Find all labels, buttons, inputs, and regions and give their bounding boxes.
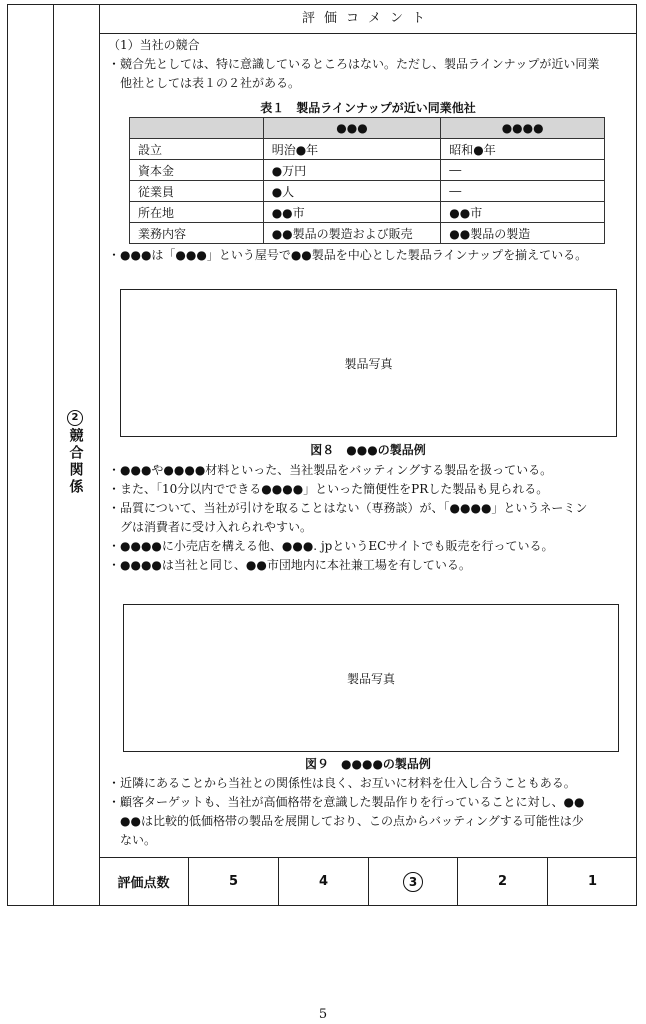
photo-label: 製品写真	[344, 356, 393, 371]
score-option	[457, 857, 547, 906]
bullet-text: ない。	[120, 833, 157, 847]
bullet-text: ●●●●に小売店を構える他、●●●. jpというECサイトでも販売を行っている。	[120, 539, 554, 553]
table-cell: ●●製品の製造	[441, 223, 605, 244]
score-value: 1	[587, 874, 598, 889]
table-cell: ●●製品の製造および販売	[263, 223, 441, 244]
list-item: ・ 近隣にあることから当社との関係性は良く、お互いに材料を仕入し合うこともある。	[108, 774, 632, 793]
list-item: ・ 競合先としては、特に意識しているところはない。ただし、製品ラインナップが近い同業 他社としては表１の２社がある。	[108, 57, 600, 90]
table-cell: 従業員	[130, 181, 264, 202]
bullet-text: ●●は比較的低価格帯の製品を展開しており、この点からバッティングする可能性は少	[120, 814, 584, 828]
table-cell: 所在地	[130, 202, 264, 223]
table-row	[130, 202, 605, 223]
table-header	[130, 118, 264, 139]
table-header: ●●●	[263, 118, 441, 139]
score-option-selected	[368, 857, 457, 906]
table-cell: ●万円	[263, 160, 441, 181]
bullet-text: 顧客ターゲットも、当社が高価格帯を意識した製品作りを行っていることに対し、●●	[120, 795, 585, 809]
figure-caption: 図９ ●●●●の製品例	[305, 757, 431, 771]
bullet-text: ●●●は「●●●」という屋号で●●製品を中心とした製品ラインナップを揃えている。	[120, 248, 588, 262]
table-cell: 設立	[130, 139, 264, 160]
table-cell: 明治●年	[263, 139, 441, 160]
table-row	[130, 160, 605, 181]
list-item: ・ ●●●は「●●●」という屋号で●●製品を中心とした製品ラインナップを揃えている。	[108, 246, 632, 265]
table-cell: ―	[441, 181, 605, 202]
bullet-text: また、「10分以内でできる●●●●」といった簡便性をPRした製品も見られる。	[120, 482, 549, 496]
table-row	[130, 181, 605, 202]
score-row	[99, 857, 637, 906]
bullet-list	[108, 461, 632, 575]
competitor-table	[129, 117, 605, 244]
table-cell: 業務内容	[130, 223, 264, 244]
bullet-text: 他社としては表１の２社がある。	[120, 76, 301, 90]
score-value: 5	[228, 874, 239, 889]
list-item: ・ 品質について、当社が引けを取ることはない（専務談）が、「●●●●」というネーミン グは消費者に受け入れられやすい。	[108, 501, 588, 534]
list-item: ・ ●●●●は当社と同じ、●●市団地内に本社兼工場を有している。	[108, 556, 632, 575]
score-value: 4	[318, 874, 329, 889]
table-cell: 資本金	[130, 160, 264, 181]
score-option	[188, 857, 278, 906]
table-caption: 表１ 製品ラインナップが近い同業他社	[260, 101, 476, 115]
bullet-text: 近隣にあることから当社との関係性は良く、お互いに材料を仕入し合うこともある。	[120, 776, 576, 790]
score-option	[278, 857, 368, 906]
table-cell: ●●市	[441, 202, 605, 223]
list-item: ・ 顧客ターゲットも、当社が高価格帯を意識した製品作りを行っていることに対し、●● ●●は比較的低価格帯の製品を展開しており、この点からバッティングする可能性は少 ない。	[108, 795, 585, 847]
bullet-text: 品質について、当社が引けを取ることはない（専務談）が、「●●●●」というネーミン	[120, 501, 588, 515]
table-header-row	[130, 118, 605, 139]
bullet-list	[108, 774, 632, 850]
table-cell: ●●市	[263, 202, 441, 223]
section-label-text: 競合関係	[67, 428, 84, 496]
list-item: ・ また、「10分以内でできる●●●●」といった簡便性をPRした製品も見られる。	[108, 480, 632, 499]
product-photo-placeholder	[123, 604, 619, 752]
score-label: 評価点数	[117, 876, 170, 891]
intro-block	[108, 36, 632, 93]
page-number: 5	[318, 1007, 328, 1022]
table-cell: ●人	[263, 181, 441, 202]
table-row	[130, 139, 605, 160]
product-photo-placeholder	[120, 289, 617, 437]
bullet-text: グは消費者に受け入れられやすい。	[120, 520, 313, 534]
bullet-text: ●●●●は当社と同じ、●●市団地内に本社兼工場を有している。	[120, 558, 471, 572]
score-value: 2	[497, 874, 508, 889]
table-cell: 昭和●年	[441, 139, 605, 160]
header-divider	[99, 33, 636, 34]
table-row	[130, 223, 605, 244]
comment-header-title: 評価コメント	[301, 11, 434, 26]
list-item: ・ ●●●や●●●●材料といった、当社製品をバッティングする製品を扱っている。	[108, 461, 632, 480]
photo-label: 製品写真	[346, 671, 395, 686]
section-label	[52, 410, 98, 496]
subsection-title: （1）当社の競合	[108, 38, 200, 52]
section-number: 2	[67, 410, 83, 426]
figure-caption: 図８ ●●●の製品例	[310, 443, 426, 457]
table-cell: ―	[441, 160, 605, 181]
score-option	[547, 857, 637, 906]
bullet-text: 競合先としては、特に意識しているところはない。ただし、製品ラインナップが近い同業	[120, 57, 600, 71]
bullet-text: ●●●や●●●●材料といった、当社製品をバッティングする製品を扱っている。	[120, 463, 553, 477]
list-item: ・ ●●●●に小売店を構える他、●●●. jpというECサイトでも販売を行っている。	[108, 537, 632, 556]
score-value-circled: 3	[403, 872, 423, 892]
table-header: ●●●●	[441, 118, 605, 139]
